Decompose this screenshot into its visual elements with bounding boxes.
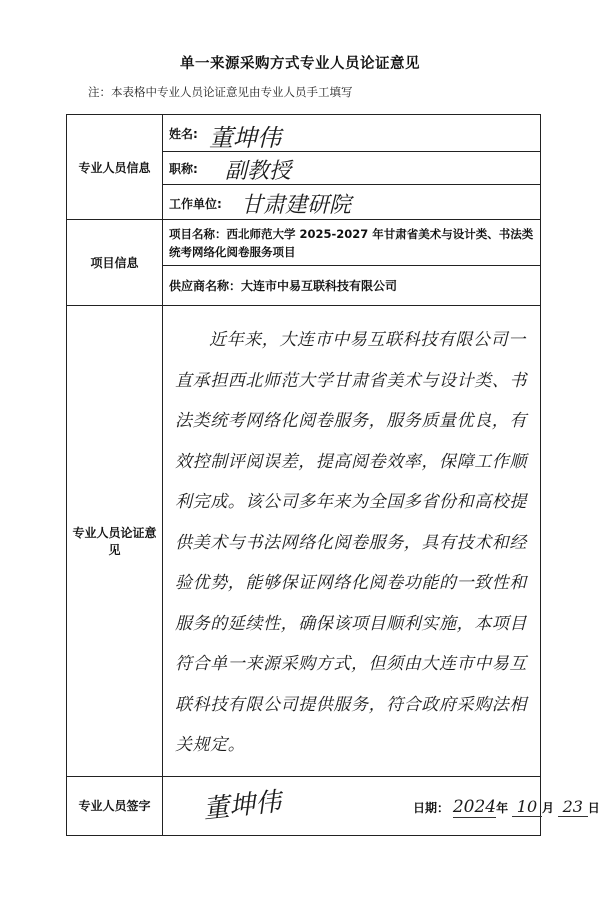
opinion-label: 专业人员论证意见	[67, 306, 163, 777]
name-label: 姓名:	[169, 127, 198, 141]
date-label: 日期：	[413, 800, 450, 815]
title-value: 副教授	[225, 159, 292, 184]
page-title: 单一来源采购方式专业人员论证意见	[180, 56, 420, 72]
title-label: 职称:	[169, 162, 198, 176]
opinion-text: 近年来，大连市中易互联科技有限公司一直承担西北师范大学甘肃省美术与设计类、书法类统考网络化阅卷服务，服务质量优良，有效控制评阅误差，提高阅卷效率，保障工作顺利完成。该公司多年来为全国多省份和高校提供美术与书法网络化阅卷服务，具有技术和经验优势，能够保证网络化阅卷功能的一致性和服务的延续性，确保该项目顺利实施，本项目符合单一来源采购方式，但须由大连市中易互联科技有限公司提供服务，符合政府采购法相关规定。	[175, 330, 527, 755]
unit-field	[163, 185, 541, 220]
signature-field	[163, 776, 600, 835]
opinion-field	[163, 306, 541, 777]
year-unit: 年	[496, 800, 509, 815]
form-note: 注：本表格中专业人员论证意见由专业人员手工填写	[88, 85, 353, 99]
date-day: 23	[558, 797, 588, 817]
supplier-name: 供应商名称：大连市中易互联科技有限公司	[169, 279, 398, 293]
day-unit: 日	[587, 800, 600, 815]
date-group	[413, 797, 600, 818]
signature-label: 专业人员签字	[67, 776, 163, 835]
signature: 董坤伟	[201, 786, 283, 825]
unit-label: 工作单位:	[169, 197, 222, 211]
title-field	[163, 152, 541, 185]
project-name-field	[163, 220, 541, 266]
name-value: 董坤伟	[209, 124, 281, 152]
name-field	[163, 115, 541, 152]
argument-form	[66, 114, 600, 836]
date-year: 2024	[452, 796, 497, 817]
supplier-field	[163, 266, 541, 306]
project-name: 项目名称：西北师范大学 2025-2027 年甘肃省美术与设计类、书法类统考网络化阅卷服务项目	[169, 226, 534, 259]
month-unit: 月	[541, 800, 554, 815]
date-month: 10	[512, 797, 542, 817]
unit-value: 甘肃建研院	[241, 193, 352, 218]
project-info-label: 项目信息	[67, 220, 163, 306]
expert-info-label: 专业人员信息	[67, 115, 163, 220]
